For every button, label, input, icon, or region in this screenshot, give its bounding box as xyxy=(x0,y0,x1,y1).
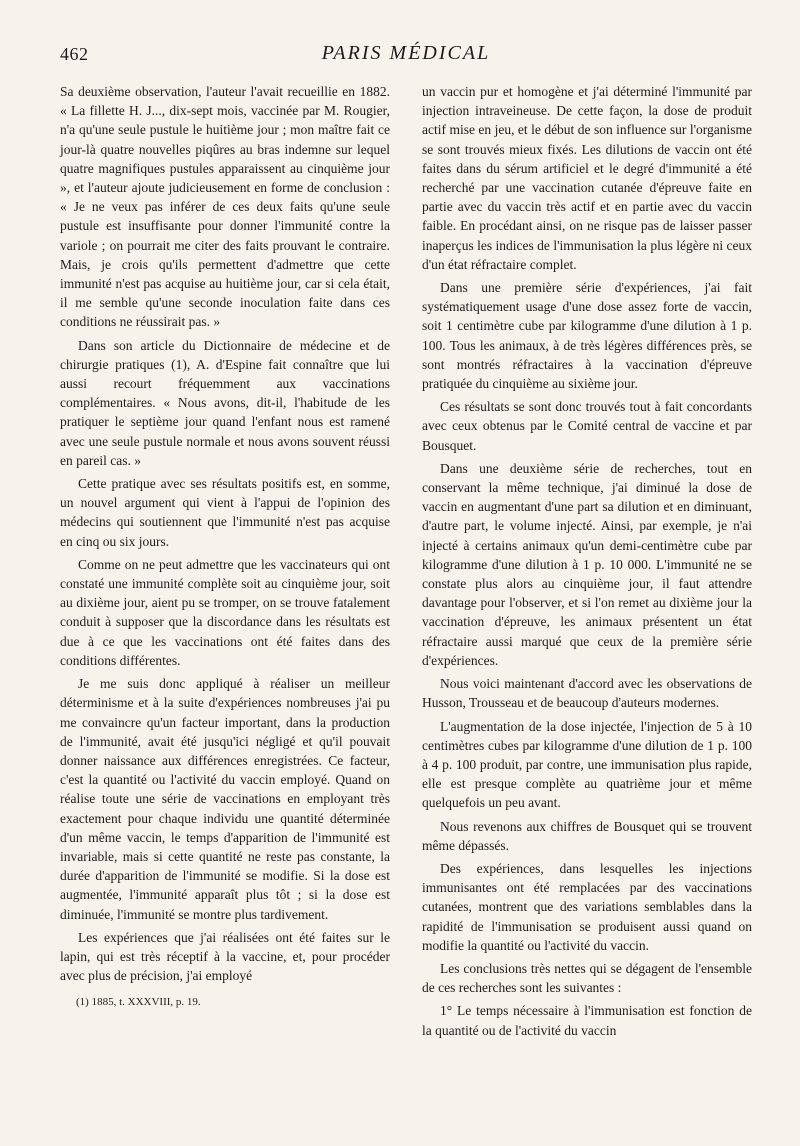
text-columns xyxy=(60,82,752,1040)
paragraph: Cette pratique avec ses résultats positifs est, en somme, un nouvel argument qui vient à l'appui de l'opinion des médecins qui soutiennent que l'immunité n'est pas acquise en cinq ou six jours. xyxy=(60,476,390,549)
paragraph: Je me suis donc appliqué à réaliser un meilleur déterminisme et à la suite d'expériences nombreuses j'ai pu me convaincre qu'un facteur important, dans la production de l'immunité, avait été jusqu'ici négligé et qu'il pouvait donner naissance aux différences enregistrées. Ce facteur, c'est la quantité ou l'activité du vaccin employé. Quand on réalise toute une série de vaccinations en employant très exactement pour chaque individu une quantité déterminée d'un même vaccin, le temps d'apparition de l'immunité est invariable, mais si cette quantité ne reste pas constante, la durée d'apparition de l'immunité se modifie. Si la dose est augmentée, l'immunité apparaît plus tôt ; si la dose est diminuée, l'immunité se montre plus tardivement. xyxy=(60,676,390,922)
paragraph: Comme on ne peut admettre que les vaccinateurs qui ont constaté une immunité complète soit au cinquième jour, soit au dixième jour, aient pu se tromper, on se trouve fatalement conduit à supposer que la discordance dans les résultats est due à ce que les vaccinations ont été faites dans des conditions différentes. xyxy=(60,556,390,668)
paragraph: Nous voici maintenant d'accord avec les observations de Husson, Trousseau et de beaucoup d'auteurs modernes. xyxy=(422,676,752,711)
paragraph: L'augmentation de la dose injectée, l'injection de 5 à 10 centimètres cubes par kilogramme d'une dilution de 1 p. 100 à 4 p. 100 produit, par contre, une immunisation plus rapide, elle est presque complète au quatrième jour et même quelquefois un peu avant. xyxy=(422,718,752,811)
page-header xyxy=(60,40,752,74)
footnote: (1) 1885, t. XXXVIII, p. 19. xyxy=(76,996,201,1009)
paragraph: Les expériences que j'ai réalisées ont été faites sur le lapin, qui est très réceptif à la vaccine, et, pour procéder avec plus de précision, j'ai employé xyxy=(60,929,390,984)
running-title: PARIS MÉDICAL xyxy=(321,42,491,64)
right-column xyxy=(422,82,752,1040)
paragraph: Les conclusions très nettes qui se dégagent de l'ensemble de ces recherches sont les suivantes : xyxy=(422,960,752,996)
paragraph: un vaccin pur et homogène et j'ai déterminé l'immunité par injection intraveineuse. De cette façon, la dose de produit actif mise en jeu, et le début de son influence sur l'organisme se sont trouvés mieux fixés. Les dilutions de vaccin ont été faites dans du sérum artificiel et le degré d'immunité a été recherché par une vaccination cutanée d'épreuve faite en partie avec du vaccin très actif et en partie avec du vaccin faible. En procédant ainsi, on ne risque pas de laisser passer inaperçus les indices de l'immunisation la plus légère ni ceux d'un état réfractaire complet. xyxy=(422,84,752,272)
paragraph: 1° Le temps nécessaire à l'immunisation est fonction de la quantité ou de l'activité du vaccin xyxy=(422,1003,752,1038)
paragraph: Dans son article du Dictionnaire de médecine et de chirurgie pratiques (1), A. d'Espine fait connaître que lui aussi recourt fréquemment aux vaccinations complémentaires. « Nous avons, dit-il, l'habitude de les pratiquer le septième jour quand l'enfant nous est ramené avec une seule pustule normale et nous avons souvent réussi en pareil cas. » xyxy=(60,337,390,468)
paragraph: Ces résultats se sont donc trouvés tout à fait concordants avec ceux obtenus par le Comité central de vaccine et par Bousquet. xyxy=(422,399,752,453)
paragraph: Des expériences, dans lesquelles les injections immunisantes ont été remplacées par des vaccinations cutanées, montrent que des variations semblables dans la rapidité de l'immunisation se produisent aussi quand on modifie la quantité ou l'activité du vaccin. xyxy=(422,860,752,953)
paragraph: Nous revenons aux chiffres de Bousquet qui se trouvent même dépassés. xyxy=(422,818,752,853)
page-number: 462 xyxy=(60,44,89,64)
left-column xyxy=(60,82,390,1040)
paragraph: Sa deuxième observation, l'auteur l'avait recueillie en 1882. « La fillette H. J..., dix-sept mois, vaccinée par M. Rougier, n'a qu'une seule pustule le huitième jour ; mon maître fait ce jour-là quatre nouvelles piqûres au bras indemne sur lequel quatre magnifiques pustules apparaissent au cinquième jour », et l'auteur ajoute judicieusement en forme de conclusion : « Je ne veux pas inférer de ces deux faits qu'une seule pustule est insuffisante pour donner l'immunité contre la variole ; on pourrait me citer des faits prouvant le contraire. Mais, je crois qu'ils permettent d'admettre que cette immunité n'est pas acquise au huitième jour, car si cela était, il me semble qu'une seconde inoculation faite dans ces conditions ne réussirait pas. » xyxy=(60,84,390,330)
paragraph: Dans une deuxième série de recherches, tout en conservant la même technique, j'ai diminué la dose de vaccin en augmentant d'une part sa dilution et en diminuant, d'autre part, le volume injecté. Ainsi, par exemple, je n'ai injecté à certains animaux qu'un demi-centimètre cube par kilogramme d'une dilution à 1 p. 10 000. L'immunité ne se constate plus alors au cinquième jour, il faut attendre davantage pour l'observer, et si l'on remet au dixième jour la vaccination d'épreuve, les animaux présentent un état réfractaire aussi marqué que ceux de la première série d'expériences. xyxy=(422,460,752,668)
paragraph: Dans une première série d'expériences, j'ai fait systématiquement usage d'une dose assez forte de vaccin, soit 1 centimètre cube par kilogramme d'une dilution à 1 p. 100. Tous les animaux, à de très légères différences près, se sont montrés réfractaires à la vaccination d'épreuve pratiquée du cinquième au sixième jour. xyxy=(422,280,752,392)
